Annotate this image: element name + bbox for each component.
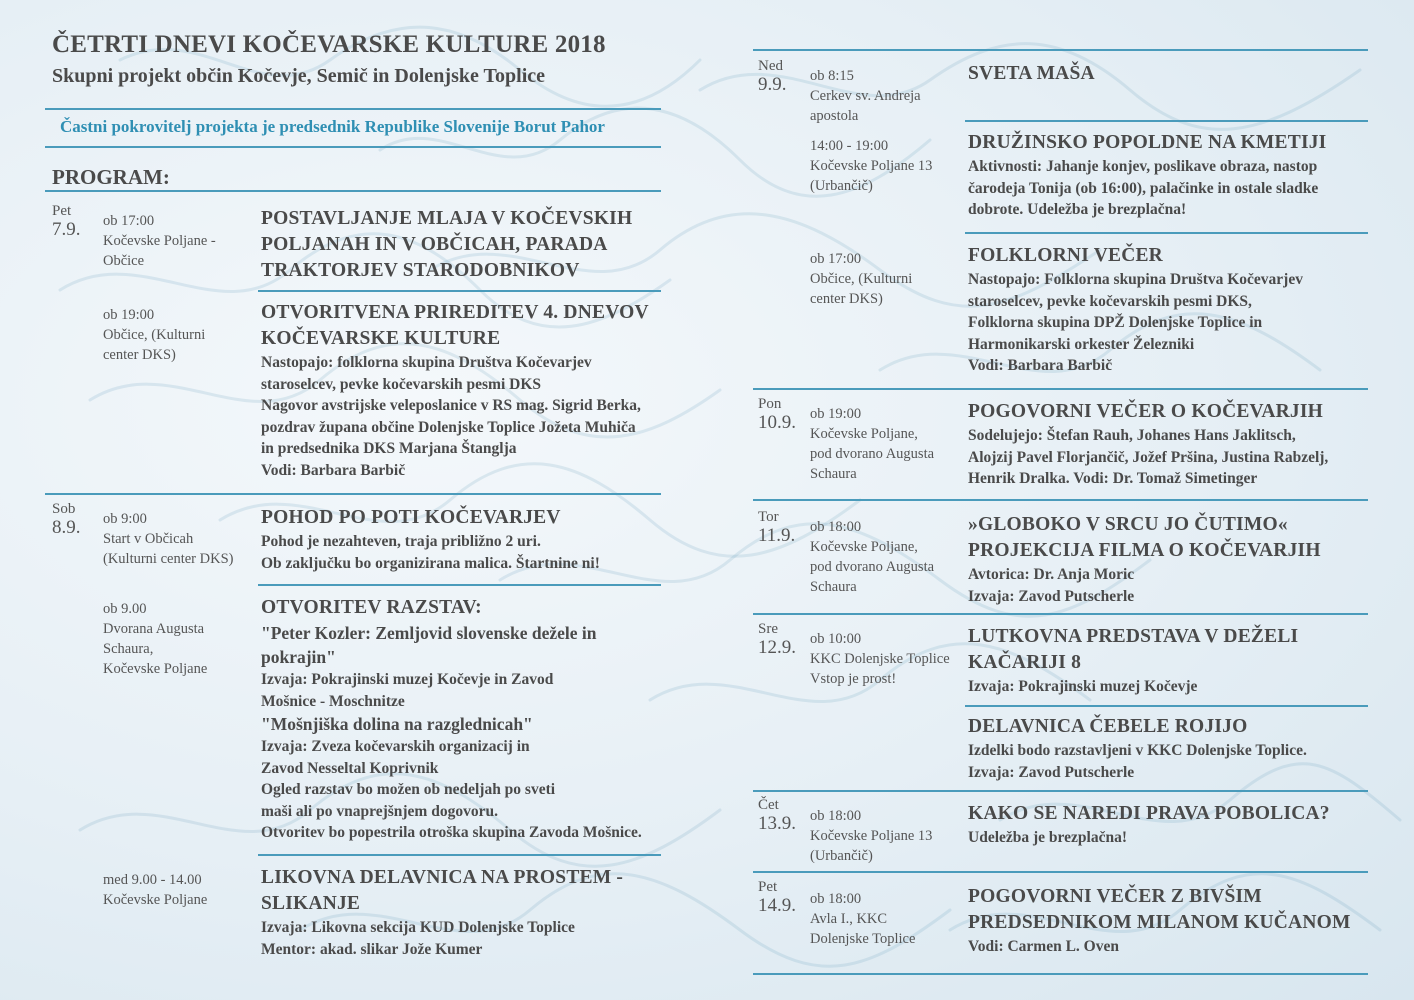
day-name: Pet (52, 203, 72, 219)
event-description: Sodelujejo: Štefan Rauh, Johanes Hans Jaklitsch, (968, 427, 1296, 444)
event-description: pozdrav župana občine Dolenjske Toplice Jožeta Muhiča (261, 418, 636, 436)
event (261, 865, 623, 960)
divider (45, 108, 661, 110)
event-location: Schaura, (103, 641, 154, 657)
event-description: Pohod je nezahteven, traja približno 2 uri. (261, 533, 541, 550)
event-title: KAČARIJI 8 (968, 652, 1082, 673)
event-description: staroselcev, pevke kočevarskih pesmi DKS (261, 375, 541, 393)
event (968, 714, 1307, 783)
event-description: Izvaja: Pokrajinski muzej Kočevje (968, 678, 1198, 695)
event-location: Schaura (810, 579, 857, 595)
event-description: Nastopajo: folklorna skupina Društva Kočevarjev (261, 354, 592, 371)
event-description: Alojzij Pavel Florjančič, Jožef Pršina, Justina Rabzelj, (968, 448, 1329, 466)
event-time: ob 9:00 (103, 511, 147, 527)
event-location: Cerkev sv. Andreja (810, 88, 921, 104)
event-location: (Kulturni center DKS) (103, 551, 234, 567)
day-name: Tor (758, 509, 779, 525)
event-description: Mentor: akad. slikar Jože Kumer (261, 940, 483, 958)
event-description: Henrik Dralka. Vodi: Dr. Tomaž Simetinger (968, 470, 1258, 487)
event-time: ob 17:00 (810, 251, 862, 267)
event (968, 130, 1326, 221)
event (968, 512, 1321, 607)
day-date: 9.9. (758, 74, 787, 95)
event-time: ob 10:00 (810, 631, 862, 647)
event-time: ob 18:00 (810, 891, 862, 907)
day-date: 13.9. (758, 813, 796, 834)
event-description: Ogled razstav bo možen ob nedeljah po sveti (261, 781, 556, 798)
event (261, 595, 642, 844)
day-date: 14.9. (758, 895, 796, 916)
divider (753, 49, 1368, 51)
event-title: POHOD PO POTI KOČEVARJEV (261, 507, 561, 528)
patron-note: Častni pokrovitelj projekta je predsednik Republike Slovenije Borut Pahor (60, 117, 605, 136)
event-description: Udeležba je brezplačna! (968, 829, 1127, 846)
day-name: Pon (758, 396, 782, 412)
event-title: POSTAVLJANJE MLAJA V KOČEVSKIH (261, 208, 633, 229)
divider (753, 790, 1368, 792)
event-time: ob 18:00 (810, 519, 862, 535)
event-meta (103, 599, 207, 679)
program-heading: PROGRAM: (52, 165, 170, 189)
divider (45, 146, 661, 148)
divider (45, 493, 661, 495)
event-title: LIKOVNA DELAVNICA NA PROSTEM - (261, 867, 624, 888)
day-name: Sob (52, 501, 76, 517)
event-time: ob 18:00 (810, 808, 862, 824)
day-label (52, 203, 81, 240)
event-location: Občice, (Kulturni (810, 271, 913, 287)
event-description: Izdelki bodo razstavljeni v KKC Dolenjske Toplice. (968, 742, 1307, 759)
event-title: OTVORITVENA PRIREDITEV 4. DNEVOV (261, 302, 649, 323)
event-description: in predsednika DKS Marjana Štanglja (261, 440, 517, 457)
day-label (758, 797, 796, 834)
event-meta (810, 517, 934, 597)
event-time: ob 19:00 (103, 307, 155, 323)
event-description: Otvoritev bo popestrila otroška skupina Zavoda Mošnice. (261, 824, 642, 841)
event (261, 505, 600, 574)
event-description: Izvaja: Zveza kočevarskih organizacij in (261, 738, 530, 755)
event (968, 61, 1095, 87)
event-meta (810, 806, 932, 866)
event-title: DRUŽINSKO POPOLDNE NA KMETIJI (968, 132, 1327, 153)
day-name: Sre (758, 621, 778, 637)
event-location: (Urbančič) (810, 848, 873, 864)
event-title: »GLOBOKO V SRCU JO ČUTIMO« (968, 514, 1288, 535)
event-title: POGOVORNI VEČER Z BIVŠIM (968, 886, 1262, 907)
event-time: ob 19:00 (810, 406, 862, 422)
event-meta (810, 249, 912, 309)
day-date: 7.9. (52, 219, 81, 240)
event-location: Kočevske Poljane, (810, 539, 918, 555)
page-title: ČETRTI DNEVI KOČEVARSKE KULTURE 2018 (52, 31, 606, 58)
event-meta (103, 509, 233, 569)
event-location: Start v Občicah (103, 531, 194, 547)
day-label (758, 621, 796, 658)
event (968, 243, 1303, 377)
exhibition-title: "Peter Kozler: Zemljovid slovenske dežele in (261, 623, 597, 643)
event-description: Vodi: Carmen L. Oven (968, 938, 1119, 955)
event-description: Harmonikarski orkester Železniki (968, 335, 1195, 353)
day-label (758, 58, 787, 95)
day-name: Ned (758, 58, 783, 74)
event (261, 206, 632, 284)
event-description: maši ali po vnaprejšnjem dogovoru. (261, 802, 498, 820)
event-description: dobrote. Udeležba je brezplačna! (968, 201, 1187, 218)
event-location: center DKS) (810, 291, 883, 307)
event-description: Aktivnosti: Jahanje konjev, poslikave obraza, nastop (968, 158, 1318, 175)
day-label (52, 501, 81, 538)
day-name: Pet (758, 879, 778, 895)
divider (965, 705, 1368, 707)
event (968, 399, 1328, 490)
event-location: apostola (810, 108, 859, 124)
event-meta (810, 889, 915, 949)
event-description: Nastopajo: Folklorna skupina Društva Kočevarjev (968, 271, 1303, 288)
event-description: čarodeja Tonija (ob 16:00), palačinke in ostale sladke (968, 179, 1319, 197)
event-time: ob 9.00 (103, 601, 147, 617)
event-location: Občice, (Kulturni (103, 327, 206, 343)
event-location: Kočevske Poljane 13 (810, 158, 933, 174)
event-title: POGOVORNI VEČER O KOČEVARJIH (968, 401, 1323, 422)
day-date: 11.9. (758, 525, 796, 546)
event-title: KAKO SE NAREDI PRAVA POBOLICA? (968, 803, 1330, 824)
event-meta (810, 404, 934, 484)
event-title: LUTKOVNA PREDSTAVA V DEŽELI (968, 626, 1299, 647)
divider (258, 290, 661, 292)
day-name: Čet (758, 797, 779, 813)
event-description: staroselcev, pevke kočevarskih pesmi DKS, (968, 292, 1252, 310)
event-title: FOLKLORNI VEČER (968, 245, 1163, 266)
event-location: Občice (103, 253, 145, 269)
event-location: center DKS) (103, 347, 176, 363)
event-time: ob 17:00 (103, 213, 155, 229)
event-title: POLJANAH IN V OBČICAH, PARADA (261, 234, 608, 255)
event-location: Avla I., KKC (810, 911, 888, 927)
event-location: Kočevske Poljane, (810, 426, 918, 442)
event-description: Izvaja: Pokrajinski muzej Kočevje in Zavod (261, 671, 554, 688)
day-date: 12.9. (758, 637, 796, 658)
divider (753, 871, 1368, 873)
event-description: Avtorica: Dr. Anja Moric (968, 566, 1135, 583)
exhibition-title: "Mošnjiška dolina na razglednicah" (261, 714, 533, 734)
divider (753, 388, 1368, 390)
event-description: Izvaja: Zavod Putscherle (968, 763, 1135, 781)
event-location: Kočevske Poljane (103, 661, 208, 677)
day-label (758, 396, 796, 433)
event-description: Ob zaključku bo organizirana malica. Štartnine ni! (261, 554, 600, 572)
event-location: pod dvorano Augusta (810, 446, 935, 462)
divider (258, 854, 661, 856)
event-location: Dvorana Augusta (103, 621, 205, 637)
event-time: ob 8:15 (810, 68, 854, 84)
event-description: Vodi: Barbara Barbič (261, 461, 406, 479)
event-title: PROJEKCIJA FILMA O KOČEVARJIH (968, 540, 1321, 561)
event (261, 300, 649, 481)
divider (965, 120, 1368, 122)
event-location: Kočevske Poljane 13 (810, 828, 933, 844)
event-description: Vodi: Barbara Barbič (968, 357, 1113, 374)
divider (753, 499, 1368, 501)
event-location: Kočevske Poljane - (103, 233, 216, 249)
day-date: 8.9. (52, 517, 81, 538)
event-meta (810, 136, 932, 196)
event-location: KKC Dolenjske Toplice (810, 651, 950, 667)
event-description: Zavod Nesseltal Koprivnik (261, 759, 439, 777)
event-location: pod dvorano Augusta (810, 559, 935, 575)
event-time: 14:00 - 19:00 (810, 138, 889, 154)
event-description: Folklorna skupina DPŽ Dolenjske Toplice in (968, 314, 1263, 331)
page-subtitle: Skupni projekt občin Kočevje, Semič in Dolenjske Toplice (52, 65, 546, 87)
day-date: 10.9. (758, 412, 796, 433)
event-meta (103, 211, 216, 271)
event (968, 884, 1351, 958)
event-title: PREDSEDNIKOM MILANOM KUČANOM (968, 912, 1351, 933)
event-location: (Urbančič) (810, 178, 873, 194)
day-label (758, 509, 795, 546)
divider (258, 584, 661, 586)
event-title: TRAKTORJEV STARODOBNIKOV (261, 260, 580, 281)
exhibition-title: pokrajin" (261, 647, 336, 667)
event-description: Nagovor avstrijske veleposlanice v RS mag. Sigrid Berka, (261, 397, 641, 414)
event-title: DELAVNICA ČEBELE ROJIJO (968, 716, 1248, 737)
divider (753, 613, 1368, 615)
event-meta (810, 629, 950, 689)
event (968, 624, 1298, 698)
event-location: Kočevske Poljane (103, 892, 208, 908)
event-note: Vstop je prost! (810, 671, 897, 687)
event (968, 801, 1330, 849)
event-meta (810, 66, 921, 126)
event-title: OTVORITEV RAZSTAV: (261, 597, 482, 618)
event-description: Izvaja: Zavod Putscherle (968, 587, 1135, 605)
event-title: SVETA MAŠA (968, 63, 1095, 84)
event-time: med 9.00 - 14.00 (103, 872, 202, 888)
divider (753, 973, 1368, 975)
day-label (758, 879, 796, 916)
event-meta (103, 870, 207, 910)
divider (965, 232, 1368, 234)
event-location: Schaura (810, 466, 857, 482)
event-meta (103, 305, 205, 365)
divider (45, 190, 661, 192)
event-location: Dolenjske Toplice (810, 931, 916, 947)
event-description: Mošnice - Moschnitze (261, 692, 405, 710)
event-description: Izvaja: Likovna sekcija KUD Dolenjske Toplice (261, 919, 575, 936)
event-title: KOČEVARSKE KULTURE (261, 328, 501, 349)
event-title: SLIKANJE (261, 893, 361, 914)
